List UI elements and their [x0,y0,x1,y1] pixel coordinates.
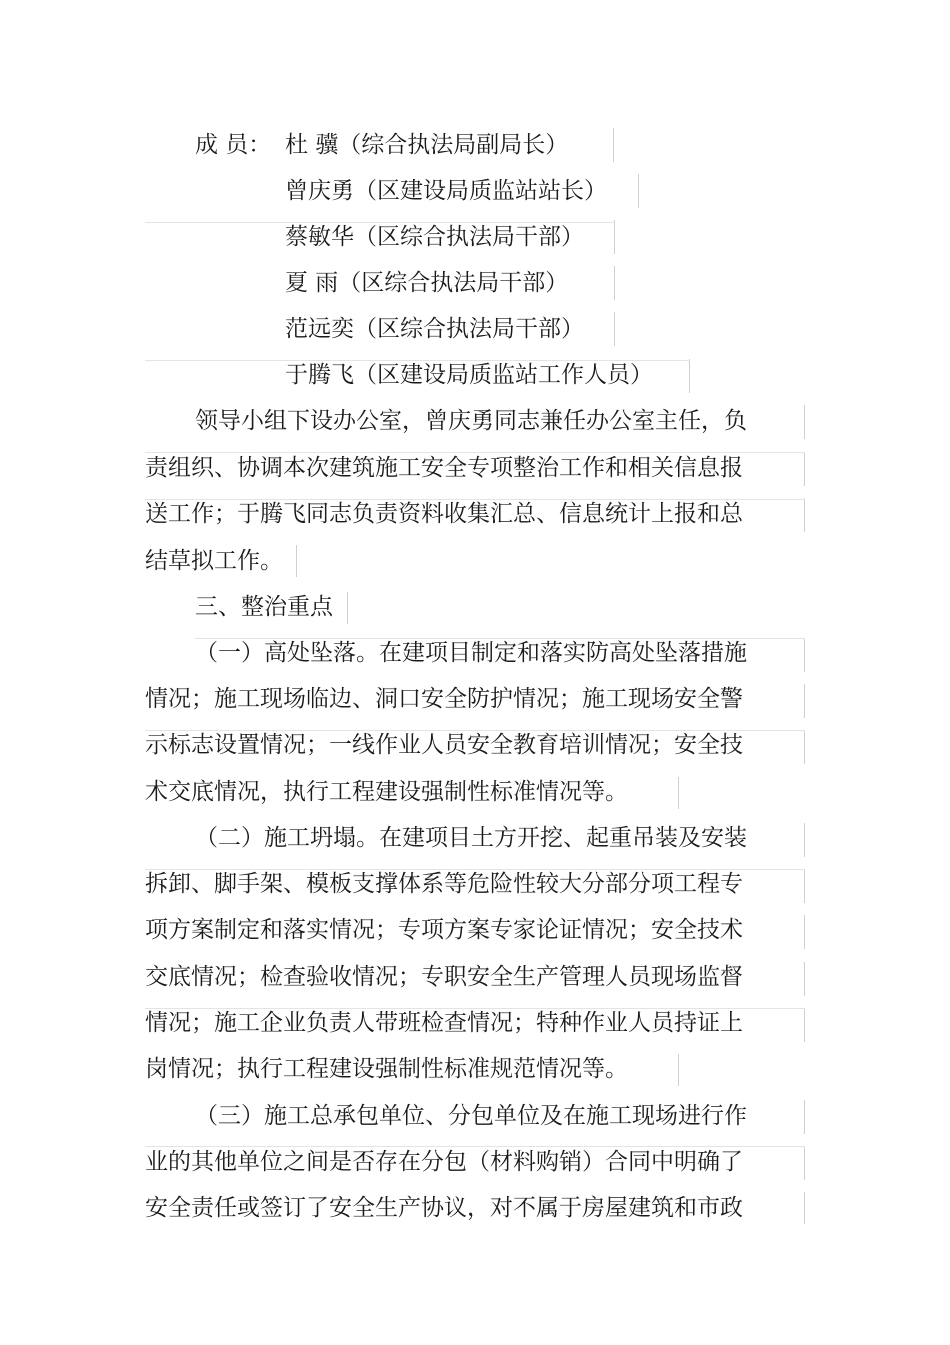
line-box-edge [145,360,690,361]
member-line: 杜 骥（综合执法局副局长） [285,132,569,158]
line-box-edge [804,962,805,996]
members-label: 成 员： [195,132,272,158]
paragraph-line: 情况；施工现场临边、洞口安全防护情况；施工现场安全警 [145,686,743,712]
paragraph-line: （二）施工坍塌。在建项目土方开挖、起重吊装及安装 [195,825,747,851]
member-line: 曾庆勇（区建设局质监站站长） [285,178,607,204]
paragraph-line: 安全责任或签订了安全生产协议，对不属于房屋建筑和市政 [145,1195,743,1221]
line-box-edge [195,638,805,639]
line-box-edge [145,499,805,500]
line-box-edge [613,128,614,162]
line-box-edge [678,777,679,809]
line-box-edge [145,1008,805,1009]
line-box-edge [804,638,805,672]
line-box-edge [804,452,805,486]
paragraph-line: 情况；施工企业负责人带班检查情况；特种作业人员持证上 [145,1010,743,1036]
member-line: 蔡敏华（区综合执法局干部） [285,224,584,250]
line-box-edge [689,359,690,393]
line-box-edge [614,312,615,346]
line-box-edge [804,730,805,764]
paragraph-line: 结草拟工作。 [145,548,283,574]
member-line: 于腾飞（区建设局质监站工作人员） [285,362,653,388]
section-heading: 三、整治重点 [195,594,333,620]
line-box-edge [804,823,805,857]
line-box-edge [614,266,615,300]
line-box-edge [804,869,805,903]
paragraph-line: 交底情况；检查验收情况；专职安全生产管理人员现场监督 [145,964,743,990]
line-box-edge [145,452,805,453]
paragraph-line: 项方案制定和落实情况；专项方案专家论证情况；安全技术 [145,917,743,943]
paragraph-line: 领导小组下设办公室，曾庆勇同志兼任办公室主任，负 [195,408,747,434]
paragraph-line: 术交底情况，执行工程建设强制性标准情况等。 [145,779,628,805]
line-box-edge [145,730,805,731]
paragraph-line: 送工作；于腾飞同志负责资料收集汇总、信息统计上报和总 [145,501,743,527]
member-line: 范远奕（区综合执法局干部） [285,316,584,342]
line-box-edge [804,1100,805,1134]
line-box-edge [804,405,805,439]
paragraph-line: 示标志设置情况；一线作业人员安全教育培训情况；安全技 [145,732,743,758]
paragraph-line: 责组织、协调本次建筑施工安全专项整治工作和相关信息报 [145,455,743,481]
line-box-edge [296,545,297,577]
paragraph-line: （三）施工总承包单位、分包单位及在施工现场进行作 [195,1103,747,1129]
line-box-edge [804,1146,805,1180]
line-box-edge [804,1192,805,1224]
line-box-edge [145,869,805,870]
line-box-edge [804,915,805,949]
line-box-edge [804,684,805,718]
member-line: 夏 雨（区综合执法局干部） [285,270,569,296]
line-box-edge [145,222,615,223]
line-box-edge [347,592,348,624]
paragraph-line: 岗情况；执行工程建设强制性标准规范情况等。 [145,1056,628,1082]
line-box-edge [614,220,615,254]
paragraph-line: 业的其他单位之间是否存在分包（材料购销）合同中明确了 [145,1149,743,1175]
line-box-edge [638,174,639,208]
paragraph-line: 拆卸、脚手架、模板支撑体系等危险性较大分部分项工程专 [145,871,743,897]
line-box-edge [804,498,805,532]
line-box-edge [145,1146,805,1147]
line-box-edge [678,1054,679,1086]
line-box-edge [804,1008,805,1042]
paragraph-line: （一）高处坠落。在建项目制定和落实防高处坠落措施 [195,640,747,666]
